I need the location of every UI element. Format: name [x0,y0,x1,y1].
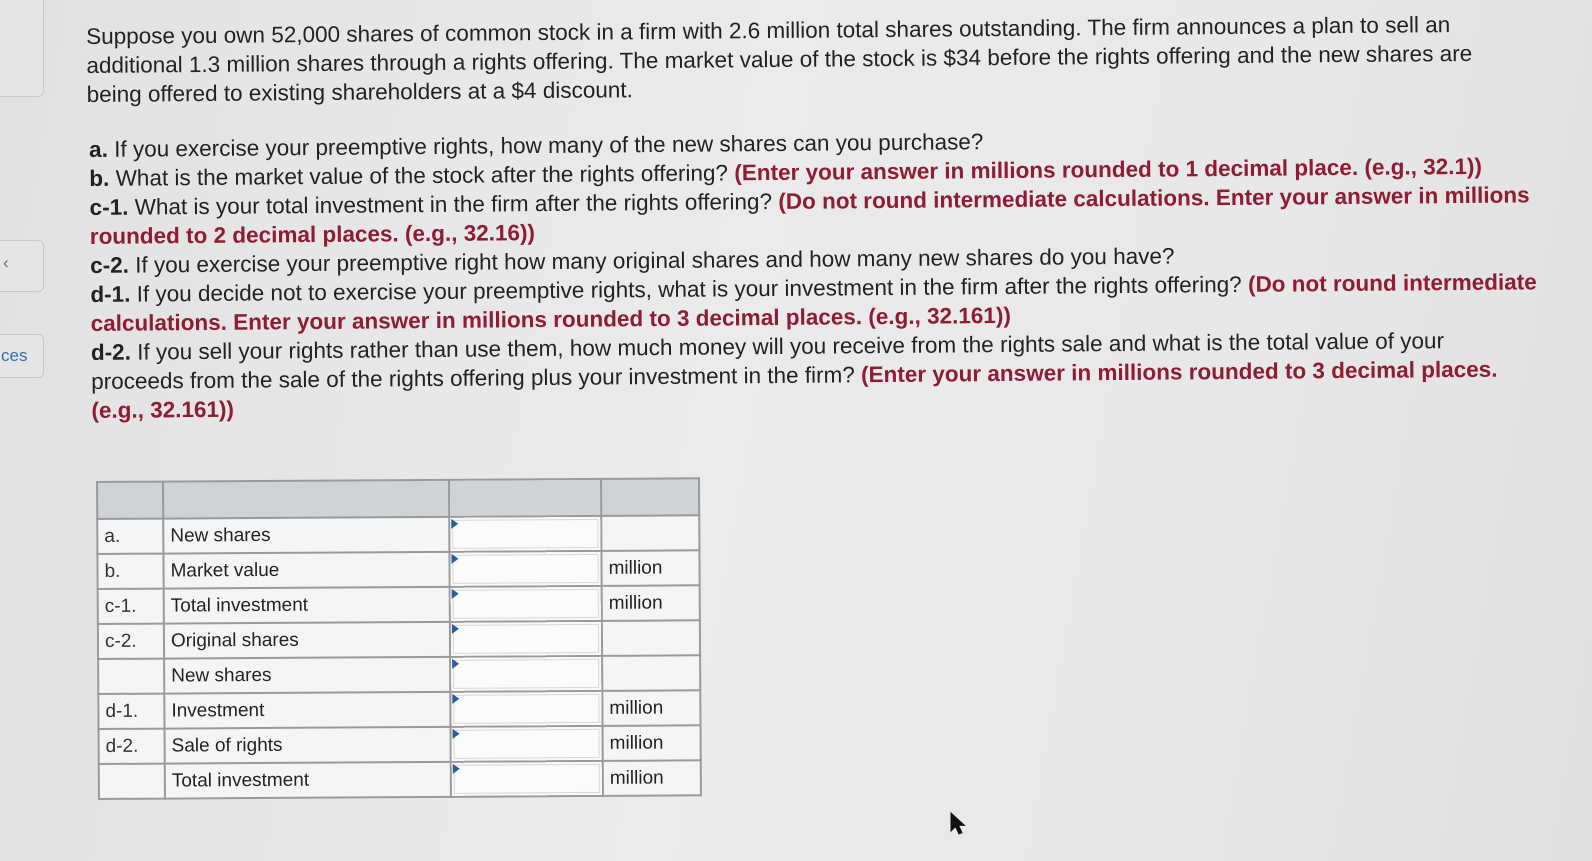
row-unit: million [601,550,699,586]
part-text: If you sell your rights rather than use them, how much money will you receive from the rights sale and what is the total value of your proceeds from the sale of the rights offering plus your investment in the firm? [91,328,1445,394]
input-marker-icon [453,729,460,739]
table-row [99,725,701,764]
answer-input[interactable] [454,764,600,794]
row-label: Sale of rights [165,727,451,764]
table-row [99,760,701,799]
row-unit [602,620,700,656]
input-marker-icon [451,519,458,529]
table-row [98,585,700,624]
row-id: c-2. [98,624,164,659]
row-unit: million [602,690,700,726]
answer-input-cell [450,586,602,622]
input-marker-icon [452,694,459,704]
header-cell [97,482,163,519]
part-text: What is your total investment in the firm after the rights offering? [134,189,773,220]
row-unit [602,655,700,691]
answer-input-cell [450,656,602,692]
row-label: Market value [163,552,449,589]
answer-input-cell [451,761,603,797]
input-marker-icon [453,764,460,774]
answer-input[interactable] [453,589,599,619]
question-intro: Suppose you own 52,000 shares of common stock in a firm with 2.6 million total shares outstanding. The firm announces a plan to sell an additional 1.3 million shares through a rights offering. The market value of the stock is $34 before the rights offering and the new shares are being offered to existing shareholders at a $4 discount. [86,12,1473,107]
table-row [97,550,699,589]
sidebar-resources-button[interactable] [0,334,44,378]
input-marker-icon [452,659,459,669]
answer-input[interactable] [453,624,599,654]
answer-input[interactable] [453,659,599,689]
row-label: Total investment [165,762,451,799]
answer-input-cell [451,726,603,762]
part-instruction: (Do not round intermediate calculations. Enter your answer in millions rounded to 3 decimal places. (e.g., 32.161)) [90,269,1537,336]
part-instruction: (Enter your answer in millions rounded to 1 decimal place. (e.g., 32.1)) [734,153,1483,186]
part-text: If you exercise your preemptive right how many original shares and how many new shares do you have? [135,243,1175,278]
header-cell [163,480,449,519]
header-cell [601,478,699,516]
answer-input[interactable] [452,519,598,549]
chevron-left-icon: ‹ [3,253,9,272]
part-label: d-2. [90,339,132,365]
part-text: If you decide not to exercise your preemptive rights, what is your investment in the firm after the rights offering? [136,271,1242,307]
part-text: If you exercise your preemptive rights, how many of the new shares can you purchase? [114,129,984,162]
part-label: c-2. [90,252,130,278]
row-id: d-2. [99,729,165,764]
question-parts [89,122,1539,425]
table-row [97,515,699,554]
resources-label: ces [1,346,28,365]
row-label: Investment [164,692,450,729]
header-cell [449,479,601,517]
table-row [98,655,700,694]
part-instruction: (Enter your answer in millions rounded to 3 decimal places. (e.g., 32.161)) [91,356,1498,423]
answer-input[interactable] [454,729,600,759]
row-label: New shares [164,657,450,694]
answer-input-cell [449,551,601,587]
row-id [99,764,165,799]
part-label: c-1. [89,194,129,220]
row-id: a. [97,519,163,554]
row-unit: million [603,725,701,761]
part-label: b. [89,165,110,191]
question-block [86,9,1539,425]
sidebar-top-panel [0,0,44,97]
row-id [98,659,164,694]
row-id: d-1. [98,694,164,729]
row-unit [601,515,699,551]
part-label: d-1. [90,281,131,307]
input-marker-icon [451,554,458,564]
input-marker-icon [452,589,459,599]
part-label: a. [89,136,108,162]
answer-input-cell [450,621,602,657]
row-unit: million [602,585,700,621]
row-label: Original shares [164,622,450,659]
answer-input[interactable] [453,694,599,724]
mouse-pointer-icon [950,812,968,838]
row-label: Total investment [164,587,450,624]
answer-input-cell [450,691,602,727]
row-label: New shares [163,517,449,554]
part-text: What is the market value of the stock after the rights offering? [115,160,729,191]
input-marker-icon [452,624,459,634]
part-instruction: (Do not round intermediate calculations. Enter your answer in millions rounded to 2 decimal places. (e.g., 32.16)) [89,182,1530,249]
answer-input[interactable] [452,554,598,584]
table-row [98,620,700,659]
table-row [98,690,700,729]
answer-input-cell [449,516,601,552]
table-header-row [97,478,699,519]
sidebar-collapse-button[interactable] [0,240,44,292]
row-unit: million [603,760,701,796]
part-d2 [91,325,1540,425]
row-id: c-1. [98,589,164,624]
row-id: b. [97,554,163,589]
answer-table [96,477,702,800]
